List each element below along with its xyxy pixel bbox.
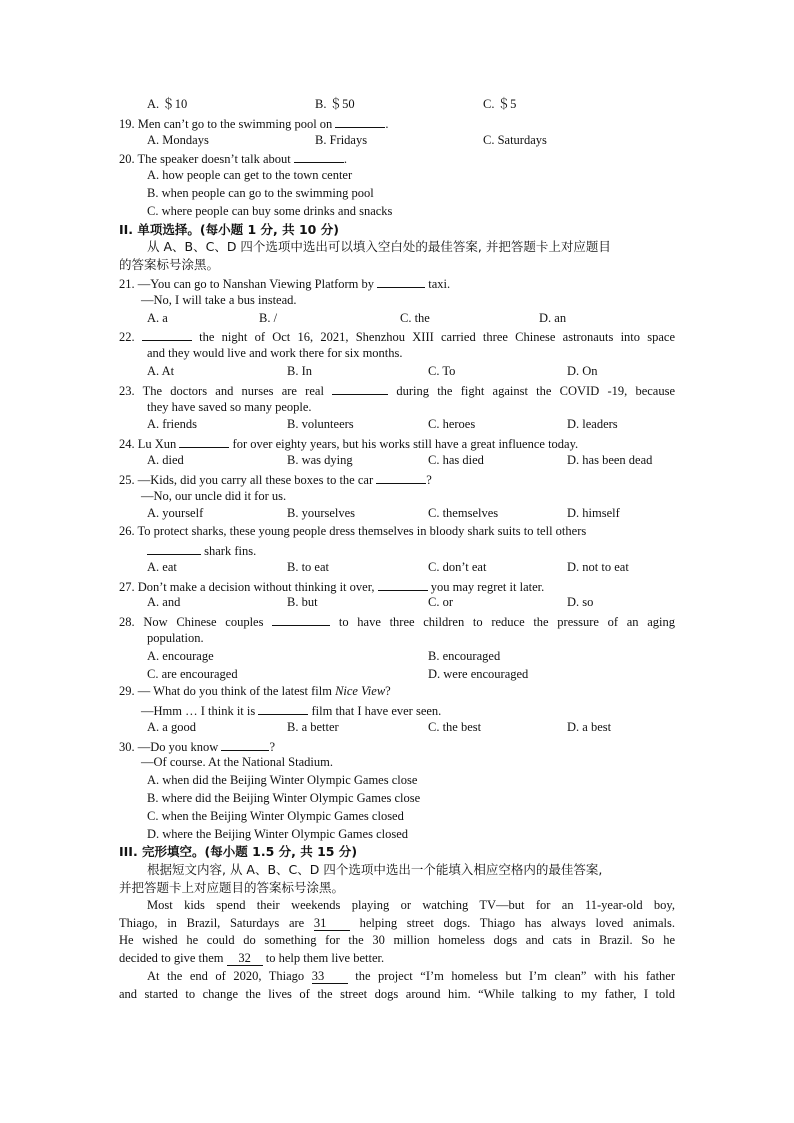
q24-option-a: A. died <box>147 452 184 467</box>
q22-options <box>119 363 675 381</box>
q26-stem: 26. To protect sharks, these young people dress themselves in bloody shark suits to tell others <box>119 524 587 539</box>
q30-option-d: D. where the Beijing Winter Olympic Games closed <box>147 826 409 841</box>
answer-blank <box>272 612 330 626</box>
answer-blank <box>332 381 388 395</box>
q19-option-c: C. Saturdays <box>483 132 547 147</box>
answer-blank <box>377 274 425 288</box>
q28-stem: 28. Now Chinese couples to have three children to reduce the pressure of an aging <box>119 612 675 630</box>
q18-option-a: A. ＄10 <box>147 97 188 111</box>
q22-option-a: A. At <box>147 363 175 378</box>
cloze-blank-33: 33 <box>312 970 348 984</box>
q28-stem-cont: population. <box>147 630 204 645</box>
q19-option-b: B. Fridays <box>315 132 368 147</box>
q26-option-d: D. not to eat <box>567 559 629 574</box>
q28-option-d: D. were encouraged <box>428 666 529 681</box>
q30-stem: 30. —Do you know ? <box>119 737 675 755</box>
q29-option-d: D. a best <box>567 719 612 734</box>
passage-line: At the end of 2020, Thiago 33 the project “I’m homeless but I’m clean” with his father <box>147 969 675 984</box>
q24-option-d: D. has been dead <box>567 452 653 467</box>
q20-stem: 20. The speaker doesn’t talk about . <box>119 149 675 167</box>
exam-page <box>119 96 675 1004</box>
answer-blank <box>376 470 426 484</box>
q25-option-b: B. yourselves <box>287 506 356 521</box>
q26-option-a: A. eat <box>147 559 177 574</box>
q20-option-c: C. where people can buy some drinks and snacks <box>147 203 393 218</box>
q29-option-a: A. a good <box>147 719 196 734</box>
answer-blank <box>335 114 385 128</box>
q21-stem: 21. —You can go to Nanshan Viewing Platform by taxi. <box>119 274 675 292</box>
answer-blank <box>378 577 428 591</box>
q26-option-c: C. don’t eat <box>428 559 487 574</box>
q19-options <box>119 132 675 150</box>
q21-reply: —No, I will take a bus instead. <box>141 292 297 307</box>
q28-option-a: A. encourage <box>147 648 214 663</box>
answer-blank <box>142 327 192 341</box>
q28-option-c: C. are encouraged <box>147 666 238 681</box>
passage-line: He wished he could do something for the 30 million homeless dogs and cats in Brazil. So he <box>119 933 675 948</box>
q27-stem: 27. Don’t make a decision without thinking it over, you may regret it later. <box>119 577 675 595</box>
cloze-blank-31: 31 <box>314 917 350 931</box>
q22-stem-cont: and they would live and work there for six months. <box>147 346 403 361</box>
q23-stem-cont: they have saved so many people. <box>147 399 312 414</box>
section-3-title: III. 完形填空。(每小题 1.5 分, 共 15 分) <box>119 844 358 860</box>
q25-option-a: A. yourself <box>147 506 204 521</box>
q28-options-cd <box>119 666 675 684</box>
q22-option-d: D. On <box>567 363 598 378</box>
q23-option-c: C. heroes <box>428 417 476 432</box>
q29-option-c: C. the best <box>428 719 482 734</box>
q23-stem: 23. The doctors and nurses are real during the fight against the COVID -19, because <box>119 381 675 399</box>
q25-option-c: C. themselves <box>428 506 499 521</box>
q21-option-d: D. an <box>539 310 567 325</box>
answer-blank <box>294 149 344 163</box>
q25-stem: 25. —Kids, did you carry all these boxes to the car ? <box>119 470 675 488</box>
q23-option-d: D. leaders <box>567 417 618 432</box>
q25-reply: —No, our uncle did it for us. <box>141 488 287 503</box>
q22-stem: 22. the night of Oct 16, 2021, Shenzhou XIII carried three Chinese astronauts into space <box>119 327 675 345</box>
q24-stem: 24. Lu Xun for over eighty years, but his works still have a great influence today. <box>119 434 675 452</box>
q28-options-ab <box>119 648 675 666</box>
q21-option-c: C. the <box>400 310 430 325</box>
q27-options <box>119 594 675 612</box>
q23-option-b: B. volunteers <box>287 417 354 432</box>
q26-option-b: B. to eat <box>287 559 330 574</box>
q29-options <box>119 719 675 737</box>
q18-option-b: B. ＄50 <box>315 97 355 111</box>
film-title: Nice View <box>335 684 386 699</box>
q24-option-b: B. was dying <box>287 452 353 467</box>
passage-line: decided to give them 32 to help them live better. <box>119 951 385 966</box>
q27-option-a: A. and <box>147 595 181 610</box>
section-2-instruction-cont: 的答案标号涂黑。 <box>119 257 220 273</box>
q22-option-c: C. To <box>428 363 456 378</box>
q27-option-b: B. but <box>287 595 318 610</box>
answer-blank <box>221 737 269 751</box>
q20-option-a: A. how people can get to the town center <box>147 168 353 183</box>
q27-option-d: D. so <box>567 595 594 610</box>
q27-option-c: C. or <box>428 595 453 610</box>
q18-options <box>119 96 675 114</box>
q18-option-c: C. ＄5 <box>483 97 517 111</box>
q29-option-b: B. a better <box>287 719 339 734</box>
q19-stem: 19. Men can’t go to the swimming pool on . <box>119 114 675 132</box>
q30-option-c: C. when the Beijing Winter Olympic Games closed <box>147 808 404 823</box>
q26-stem-cont: shark fins. <box>119 541 675 559</box>
q30-option-a: A. when did the Beijing Winter Olympic Games close <box>147 773 418 788</box>
cloze-blank-32: 32 <box>227 952 263 966</box>
q21-option-b: B. / <box>259 310 278 325</box>
answer-blank <box>258 701 308 715</box>
q19-option-a: A. Mondays <box>147 132 209 147</box>
answer-blank <box>179 434 229 448</box>
q26-options <box>119 559 675 577</box>
q30-option-b: B. where did the Beijing Winter Olympic Games close <box>147 791 421 806</box>
q22-option-b: B. In <box>287 363 312 378</box>
q25-option-d: D. himself <box>567 506 620 521</box>
q24-option-c: C. has died <box>428 452 484 467</box>
section-2-title: II. 单项选择。(每小题 1 分, 共 10 分) <box>119 221 339 237</box>
q29-reply: —Hmm … I think it is film that I have ever seen. <box>119 701 675 719</box>
q23-option-a: A. friends <box>147 417 197 432</box>
q28-option-b: B. encouraged <box>428 648 501 663</box>
q20-option-b: B. when people can go to the swimming pool <box>147 185 374 200</box>
q29-stem: 29. — What do you think of the latest film Nice View? <box>119 684 391 699</box>
passage-line: Thiago, in Brazil, Saturdays are 31 helping street dogs. Thiago has always loved animals. <box>119 915 676 930</box>
passage-line: Most kids spend their weekends playing or watching TV—but for an 11-year-old boy, <box>147 897 675 912</box>
section-3-instruction: 根据短文内容, 从 A、B、C、D 四个选项中选出一个能填入相应空格内的最佳答案, <box>147 862 603 878</box>
q23-options <box>119 416 675 434</box>
answer-blank <box>147 541 201 555</box>
q25-options <box>119 505 675 523</box>
section-3-instruction-cont: 并把答题卡上对应题目的答案标号涂黑。 <box>119 880 345 896</box>
q30-reply: —Of course. At the National Stadium. <box>141 755 333 770</box>
q21-options <box>119 310 675 328</box>
passage-line: and started to change the lives of the street dogs around him. “While talking to my father, I told <box>119 986 675 1001</box>
q24-options <box>119 452 675 470</box>
section-2-instruction: 从 A、B、C、D 四个选项中选出可以填入空白处的最佳答案, 并把答题卡上对应题目 <box>147 239 611 255</box>
q21-option-a: A. a <box>147 310 168 325</box>
